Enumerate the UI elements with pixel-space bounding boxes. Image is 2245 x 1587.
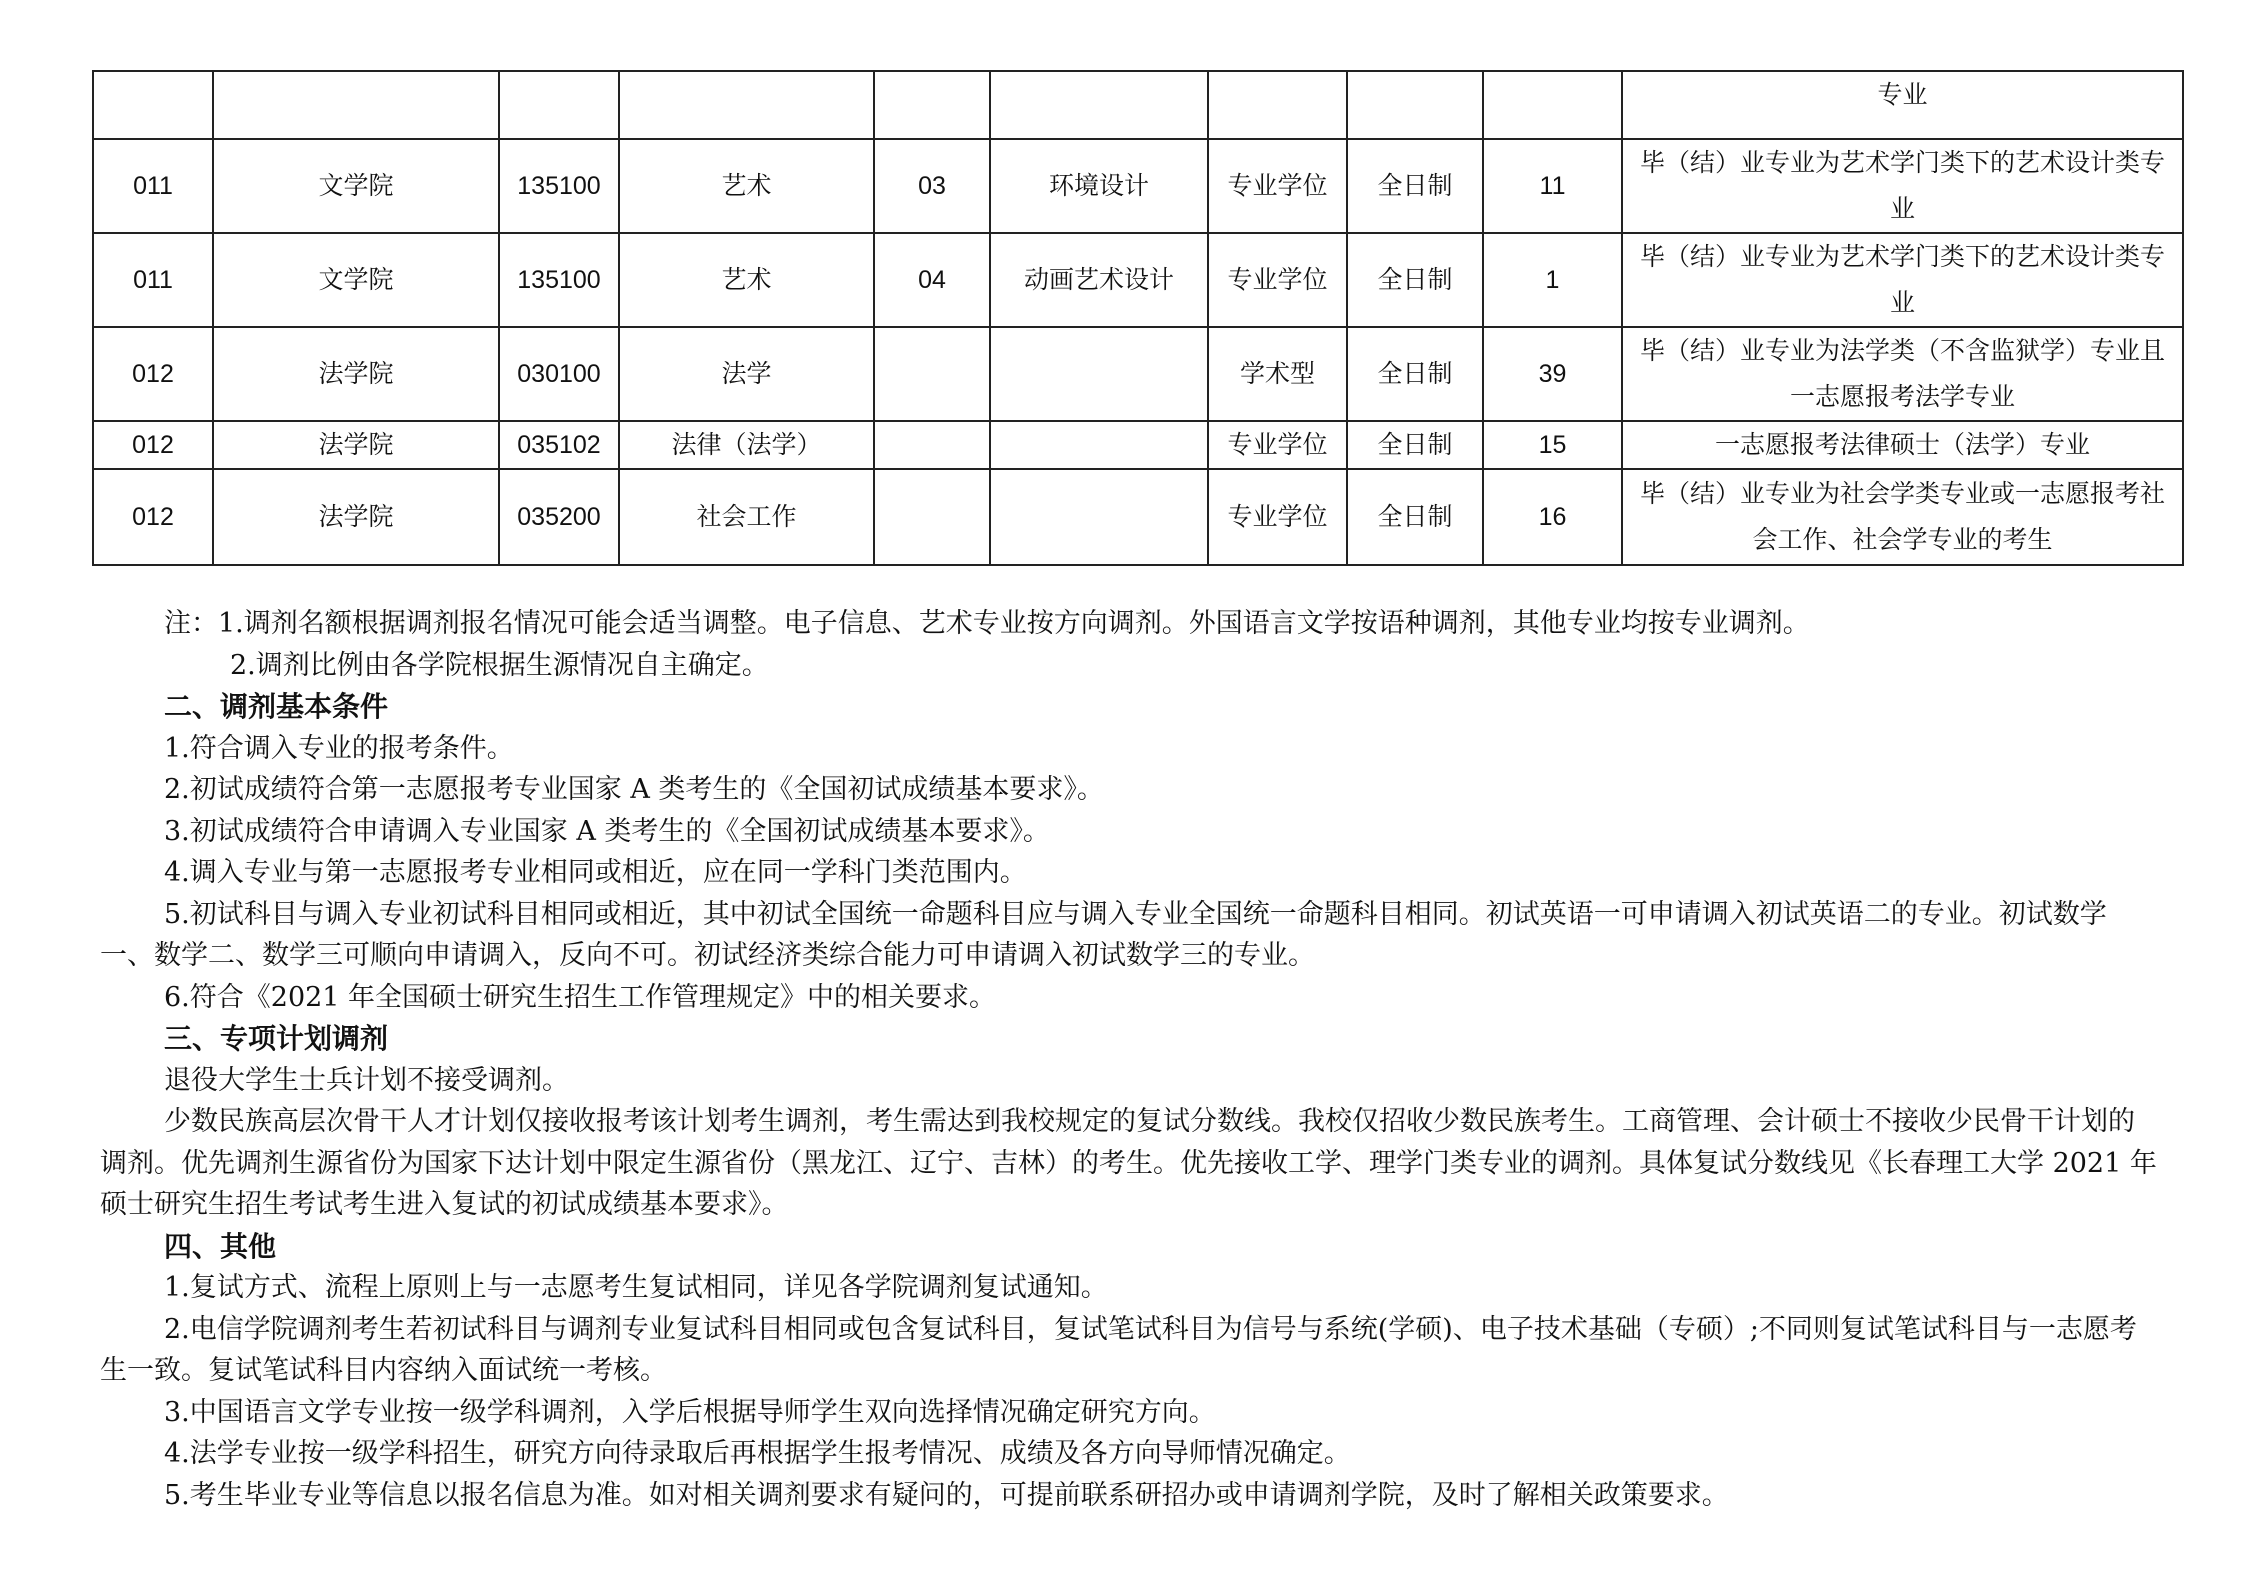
- direction-name-cell: [990, 327, 1208, 421]
- major-name-cell: 艺术: [619, 139, 874, 233]
- table-row: [93, 421, 2183, 469]
- condition-cell: 一志愿报考法律硕士（法学）专业: [1622, 421, 2183, 469]
- degree-type-cell: 专业学位: [1208, 421, 1347, 469]
- major-code-cell: 135100: [499, 139, 619, 233]
- college-name-cell: [213, 71, 499, 139]
- quota-cell: 39: [1483, 327, 1622, 421]
- other-item: 5.考生毕业专业等信息以报名信息为准。如对相关调剂要求有疑问的，可提前联系研招办或申请调剂学院，及时了解相关政策要求。: [164, 1479, 1729, 1511]
- study-mode-cell: [1347, 71, 1483, 139]
- study-mode-cell: 全日制: [1347, 469, 1483, 565]
- condition-item: 1.符合调入专业的报考条件。: [164, 732, 514, 764]
- major-name-cell: 法律（法学）: [619, 421, 874, 469]
- direction-code-cell: [874, 71, 990, 139]
- condition-cell: 毕（结）业专业为艺术学门类下的艺术设计类专业: [1622, 233, 2183, 327]
- table-row: [93, 327, 2183, 421]
- major-code-cell: 035200: [499, 469, 619, 565]
- quota-cell: 11: [1483, 139, 1622, 233]
- college-name-cell: 法学院: [213, 421, 499, 469]
- college-name-cell: 文学院: [213, 233, 499, 327]
- degree-type-cell: 专业学位: [1208, 469, 1347, 565]
- college-name-cell: 法学院: [213, 469, 499, 565]
- condition-item: 5.初试科目与调入专业初试科目相同或相近，其中初试全国统一命题科目应与调入专业全国统一命题科目相同。初试英语一可申请调入初试英语二的专业。初试数学一、数学二、数学三可顺向申请调入，反向不可。初试经济类综合能力可申请调入初试数学三的专业。: [100, 898, 2107, 971]
- condition-cell: 毕（结）业专业为艺术学门类下的艺术设计类专业: [1622, 139, 2183, 233]
- special-plan-paragraph: 退役大学生士兵计划不接受调剂。: [164, 1064, 569, 1096]
- study-mode-cell: 全日制: [1347, 139, 1483, 233]
- table-row: [93, 71, 2183, 139]
- degree-type-cell: 学术型: [1208, 327, 1347, 421]
- note-1: 注：1.调剂名额根据调剂报名情况可能会适当调整。电子信息、艺术专业按方向调剂。外国语言文学按语种调剂，其他专业均按专业调剂。: [164, 608, 1810, 639]
- notes-section: [100, 603, 2160, 1516]
- major-name-cell: 法学: [619, 327, 874, 421]
- study-mode-cell: 全日制: [1347, 421, 1483, 469]
- table-row: [93, 469, 2183, 565]
- study-mode-cell: 全日制: [1347, 327, 1483, 421]
- condition-item: 2.初试成绩符合第一志愿报考专业国家 A 类考生的《全国初试成绩基本要求》。: [164, 774, 1104, 805]
- major-code-cell: 035102: [499, 421, 619, 469]
- quota-cell: 15: [1483, 421, 1622, 469]
- other-item: 1.复试方式、流程上原则上与一志愿考生复试相同，详见各学院调剂复试通知。: [164, 1272, 1108, 1303]
- direction-name-cell: 环境设计: [990, 139, 1208, 233]
- quota-cell: [1483, 71, 1622, 139]
- college-code-cell: 012: [93, 327, 213, 421]
- section-heading-basic-conditions: 二、调剂基本条件: [164, 690, 389, 723]
- table-row: [93, 139, 2183, 233]
- other-item: 4.法学专业按一级学科招生，研究方向待录取后再根据学生报考情况、成绩及各方向导师情况确定。: [164, 1438, 1351, 1469]
- quota-cell: 1: [1483, 233, 1622, 327]
- study-mode-cell: 全日制: [1347, 233, 1483, 327]
- special-plan-paragraph: 少数民族高层次骨干人才计划仅接收报考该计划考生调剂，考生需达到我校规定的复试分数线。我校仅招收少数民族考生。工商管理、会计硕士不接收少民骨干计划的调剂。优先调剂生源省份为国家下达计划中限定生源省份（黑龙江、辽宁、吉林）的考生。优先接收工学、理学门类专业的调剂。具体复试分数线见《长春理工大学 2021 年硕士研究生招生考试考生进入复试的初试成绩基本要求》。: [100, 1106, 2157, 1220]
- major-code-cell: 135100: [499, 233, 619, 327]
- other-item: 2.电信学院调剂考生若初试科目与调剂专业复试科目相同或包含复试科目，复试笔试科目为信号与系统(学硕)、电子技术基础（专硕）;不同则复试笔试科目与一志愿考生一致。复试笔试科目内容纳入面试统一考核。: [100, 1313, 2137, 1386]
- direction-name-cell: [990, 421, 1208, 469]
- college-code-cell: 012: [93, 469, 213, 565]
- direction-code-cell: 03: [874, 139, 990, 233]
- condition-cell: 毕（结）业专业为社会学类专业或一志愿报考社会工作、社会学专业的考生: [1622, 469, 2183, 565]
- direction-code-cell: [874, 421, 990, 469]
- college-code-cell: [93, 71, 213, 139]
- college-name-cell: 法学院: [213, 327, 499, 421]
- college-code-cell: 011: [93, 139, 213, 233]
- direction-name-cell: [990, 71, 1208, 139]
- direction-code-cell: [874, 327, 990, 421]
- college-code-cell: 012: [93, 421, 213, 469]
- direction-code-cell: 04: [874, 233, 990, 327]
- major-name-cell: 社会工作: [619, 469, 874, 565]
- section-heading-special-plan: 三、专项计划调剂: [164, 1022, 389, 1055]
- major-name-cell: 艺术: [619, 233, 874, 327]
- direction-code-cell: [874, 469, 990, 565]
- major-code-cell: [499, 71, 619, 139]
- major-name-cell: [619, 71, 874, 139]
- other-item: 3.中国语言文学专业按一级学科调剂，入学后根据导师学生双向选择情况确定研究方向。: [164, 1396, 1216, 1428]
- major-code-cell: 030100: [499, 327, 619, 421]
- direction-name-cell: 动画艺术设计: [990, 233, 1208, 327]
- college-name-cell: 文学院: [213, 139, 499, 233]
- condition-cell: 毕（结）业专业为法学类（不含监狱学）专业且一志愿报考法学专业: [1622, 327, 2183, 421]
- condition-item: 6.符合《2021 年全国硕士研究生招生工作管理规定》中的相关要求。: [164, 981, 997, 1013]
- quota-cell: 16: [1483, 469, 1622, 565]
- degree-type-cell: 专业学位: [1208, 233, 1347, 327]
- college-code-cell: 011: [93, 233, 213, 327]
- adjustment-table: [92, 70, 2184, 566]
- direction-name-cell: [990, 469, 1208, 565]
- condition-item: 3.初试成绩符合申请调入专业国家 A 类考生的《全国初试成绩基本要求》。: [164, 815, 1050, 847]
- note-2: 2.调剂比例由各学院根据生源情况自主确定。: [230, 649, 769, 681]
- condition-cell: 专业: [1622, 71, 2183, 139]
- section-heading-other: 四、其他: [164, 1229, 277, 1263]
- table-row: [93, 233, 2183, 327]
- degree-type-cell: 专业学位: [1208, 139, 1347, 233]
- condition-item: 4.调入专业与第一志愿报考专业相同或相近，应在同一学科门类范围内。: [164, 857, 1027, 888]
- degree-type-cell: [1208, 71, 1347, 139]
